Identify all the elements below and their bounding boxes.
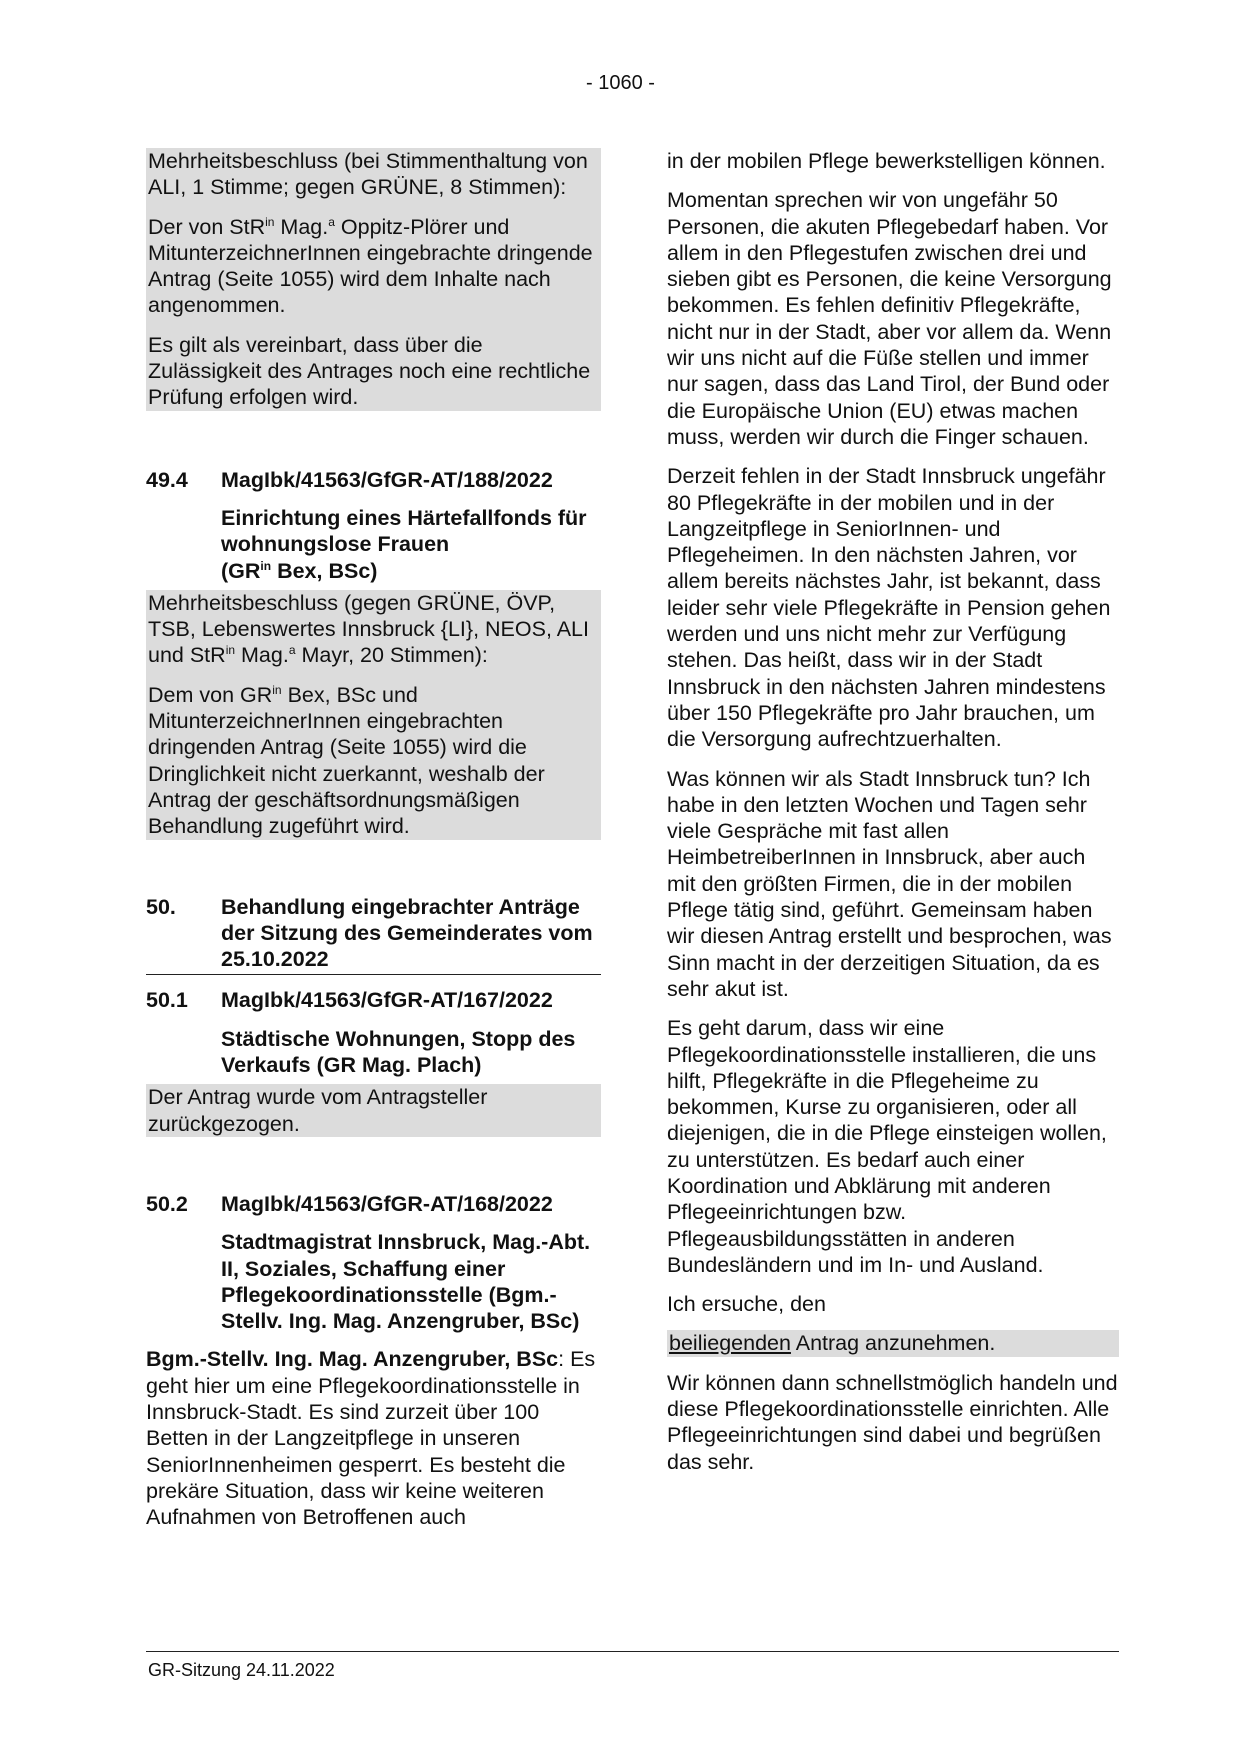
resolution-text: Dem von $GR^{in}$ Bex, BSc und MitunterzeichnerInnen eingebrachten dringenden Antrag (Seite 1055) wird die Dringlichkeit nicht zuerkannt, weshalb der Antrag der geschäftsordnungsmäßigen Behandlung zugeführt wird. xyxy=(148,682,545,839)
section-49-4-heading: 49.4 MagIbk/41563/GfGR-AT/188/2022 xyxy=(146,467,553,492)
body-paragraph: Wir können dann schnellstmöglich handeln und diese Pflegekoordinationsstelle einrichten. Alle Pflegeeinrichtungen sind dabei und begrüßen das sehr. xyxy=(667,1370,1118,1474)
speaker-name: Bgm.-Stellv. Ing. Mag. Anzengruber, BSc xyxy=(146,1347,559,1372)
resolution-vote: Mehrheitsbeschluss (bei Stimmenthaltung von ALI, 1 Stimme; gegen GRÜNE, 8 Stimmen): xyxy=(148,149,588,200)
resolution-vote: Mehrheitsbeschluss (gegen GRÜNE, ÖVP, TSB, Lebenswertes Innsbruck {LI}, NEOS, ALI und StR$^{in}$ Mag.$^a$ Mayr, 20 Stimmen): xyxy=(148,590,589,668)
resolution-note: Es gilt als vereinbart, dass über die Zulässigkeit des Antrages noch eine rechtliche Prüfung erfolgen wird. xyxy=(148,332,591,410)
footer-text: GR-Sitzung 24.11.2022 xyxy=(148,1660,335,1680)
body-paragraph: Es geht darum, dass wir eine Pflegekoordinationsstelle installieren, die uns hilft, Pflegekräfte in die Pflegeheime zu bekommen, Kurse zu organisieren, oder all diejenigen, die in die Pflege einsteigen wollen, zu unterstützen. Es bedarf auch einer Koordination und Abklärung mit anderen Pflegeeinrichtungen bzw. Pflegeausbildungsstätten in anderen Bundesländern und im In- und Ausland. xyxy=(667,1016,1107,1277)
section-50-1-title: Städtische Wohnungen, Stopp des Verkaufs (GR Mag. Plach) xyxy=(221,1026,576,1078)
right-column xyxy=(667,148,1119,1488)
body-paragraph: Momentan sprechen wir von ungefähr 50 Personen, die akuten Pflegebedarf haben. Vor allem in den Pflegestufen zwischen drei und sieben gibt es Personen, die keine Versorgung bekommen. Es fehlen definitiv Pflegekräfte, nicht nur in der Stadt, aber vor allem da. Wenn wir uns nicht auf die Füße stellen und immer nur sagen, dass das Land Tirol, der Bund oder die Europäische Union (EU) etwas machen muss, werden wir durch die Finger schauen. xyxy=(667,188,1112,449)
resolution-block-49-4 xyxy=(146,590,601,840)
section-50-heading: 50. Behandlung eingebrachter Anträge der Sitzung des Gemeinderates vom 25.10.2022 xyxy=(146,894,601,976)
body-paragraph: Ich ersuche, den xyxy=(667,1292,826,1317)
page-number: - 1060 - xyxy=(586,72,655,94)
section-50-2-title: Stadtmagistrat Innsbruck, Mag.-Abt. II, Soziales, Schaffung einer Pflegekoordinationsstelle (Bgm.-Stellv. Ing. Mag. Anzengruber, BSc) xyxy=(221,1230,591,1334)
left-column xyxy=(146,148,601,1543)
body-paragraph: Was können wir als Stadt Innsbruck tun? Ich habe in den letzten Wochen und Tagen sehr viele Gespräche mit fast allen HeimbetreiberInnen in Innsbruck, aber auch mit den größten Firmen, die in der mobilen Pflege tätig sind, geführt. Gemeinsam haben wir diesen Antrag erstellt und besprochen, was Sinn macht in der derzeitigen Situation, da es sehr akut ist. xyxy=(667,766,1112,1001)
section-49-4-title: Einrichtung eines Härtefallfonds für wohnungslose Frauen ($GR^{in}$ Bex, BSc) xyxy=(221,505,587,583)
section-50-2-heading: 50.2 MagIbk/41563/GfGR-AT/168/2022 xyxy=(146,1191,553,1216)
body-paragraph: Derzeit fehlen in der Stadt Innsbruck ungefähr 80 Pflegekräfte in der mobilen und in der Langzeitpflege in SeniorInnen- und Pflegeheimen. In den nächsten Jahren, vor allem bereits nächstes Jahr, ist bekannt, dass leider sehr viele Pflegekräfte in Pension gehen werden und uns nicht mehr zur Verfügung stehen. Das heißt, dass wir in der Stadt Innsbruck in den nächsten Jahren mindestens über 150 Pflegekräfte pro Jahr brauchen, um die Versorgung aufrechtzuerhalten. xyxy=(667,464,1111,752)
body-paragraph: in der mobilen Pflege bewerkstelligen können. xyxy=(667,149,1106,173)
speech-paragraph: Bgm.-Stellv. Ing. Mag. Anzengruber, BSc: Es geht hier um eine Pflegekoordinationsstelle in Innsbruck-Stadt. Es sind zurzeit über 100 Betten in der Langzeitpflege in unseren SeniorInnenheimen gesperrt. Es besteht die prekäre Situation, dass wir keine weiteren Aufnahmen von Betroffenen auch xyxy=(146,1347,596,1530)
resolution-block-50-1 xyxy=(146,1084,601,1137)
resolution-block-49-3 xyxy=(146,148,601,411)
section-50-1-heading: 50.1 MagIbk/41563/GfGR-AT/167/2022 xyxy=(146,988,553,1013)
footer-rule xyxy=(146,1651,1119,1652)
resolution-text: Der Antrag wurde vom Antragsteller zurückgezogen. xyxy=(148,1085,488,1136)
resolution-text: Der von StR$^{in}$ Mag.$^a$ Oppitz-Plörer und MitunterzeichnerInnen eingebrachte dringende Antrag (Seite 1055) wird dem Inhalte nach angenommen. xyxy=(148,214,593,318)
motion-line: beiliegenden Antrag anzunehmen. xyxy=(667,1330,1119,1356)
